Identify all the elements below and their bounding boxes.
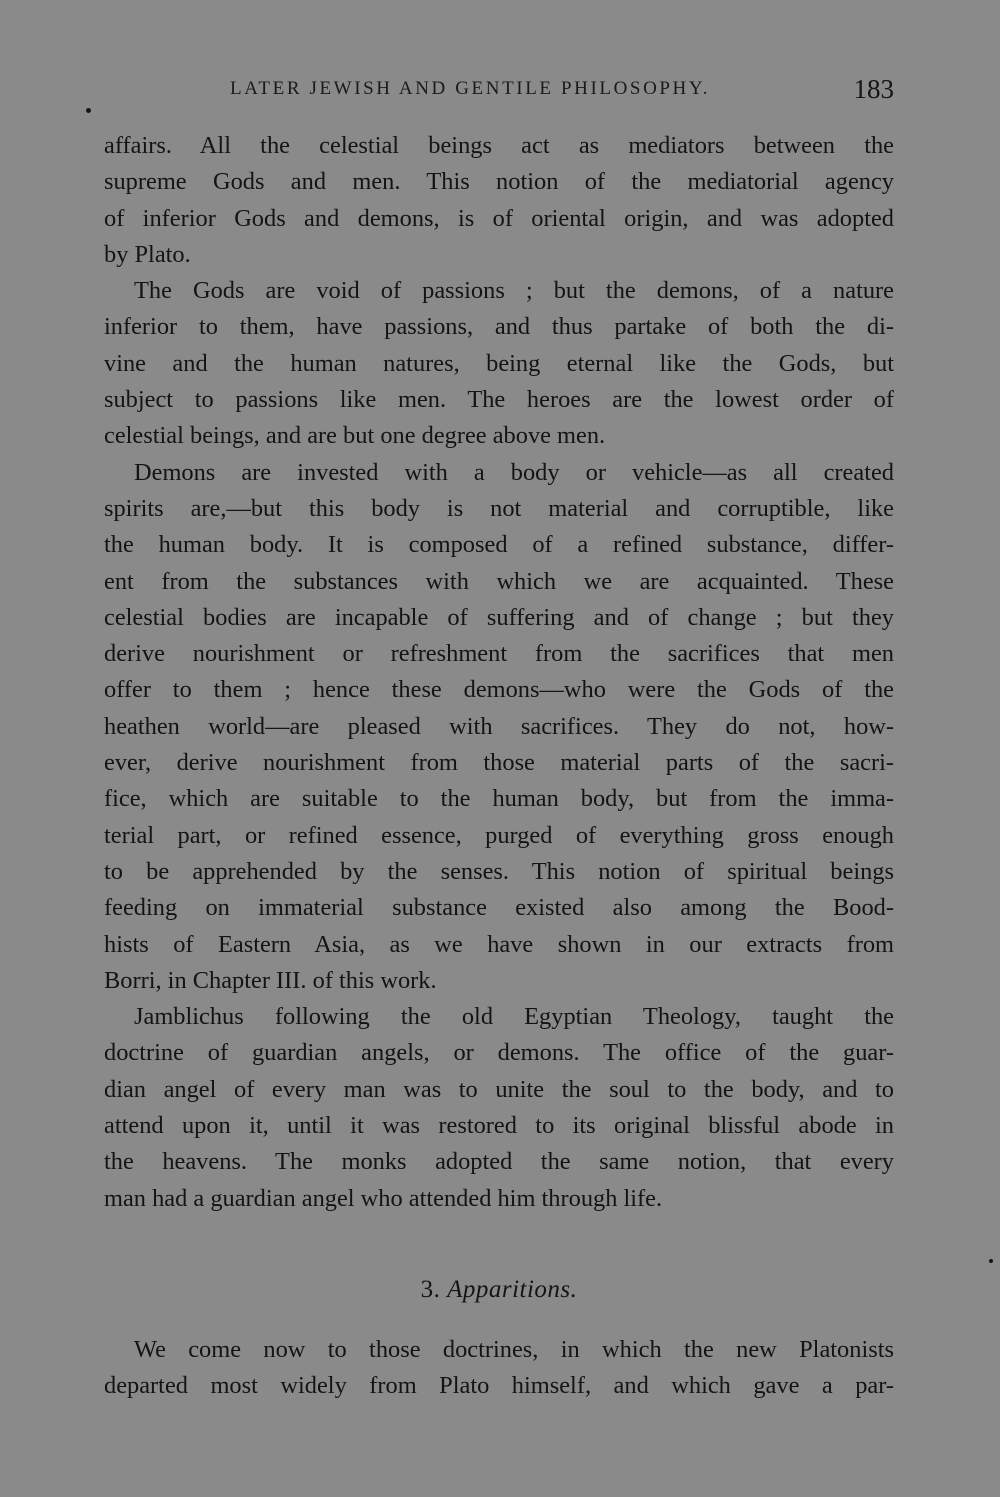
text-line: to be apprehended by the senses. This notion of spiritual beings <box>104 857 894 885</box>
text-line: the human body. It is composed of a refined substance, differ- <box>104 531 894 559</box>
text-line: derive nourishment or refreshment from the sacrifices that men <box>104 640 894 668</box>
paragraph <box>104 128 894 273</box>
text-line: supreme Gods and men. This notion of the mediatorial agency <box>104 168 894 196</box>
text-line: hists of Eastern Asia, as we have shown in our extracts from <box>104 930 894 958</box>
text-line: affairs. All the celestial beings act as mediators between the <box>104 132 894 159</box>
text-line: Demons are invested with a body or vehicle—as all created <box>134 458 894 486</box>
text-line: man had a guardian angel who attended him through life. <box>104 1184 663 1212</box>
text-line: fice, which are suitable to the human body, but from the imma- <box>104 785 894 813</box>
ink-speck <box>86 108 91 113</box>
text-line: vine and the human natures, being eternal like the Gods, but <box>104 349 894 377</box>
paragraph <box>104 1332 894 1405</box>
text-line: ever, derive nourishment from those material parts of the sacri- <box>104 749 894 777</box>
text-line: subject to passions like men. The heroes are the lowest order of <box>104 386 894 414</box>
text-line: spirits are,—but this body is not material and corruptible, like <box>104 494 894 522</box>
text-line: Borri, in Chapter III. of this work. <box>104 966 437 994</box>
text-line: of inferior Gods and demons, is of oriental origin, and was adopted <box>104 204 894 232</box>
text-line: inferior to them, have passions, and thus partake of both the di- <box>104 313 894 341</box>
ink-speck <box>989 1259 993 1263</box>
text-line: heathen world—are pleased with sacrifices. They do not, how- <box>104 712 894 740</box>
running-head: LATER JEWISH AND GENTILE PHILOSOPHY. <box>230 78 711 99</box>
paragraph <box>104 455 894 999</box>
text-line: terial part, or refined essence, purged of everything gross enough <box>104 821 894 849</box>
text-line: by Plato. <box>104 240 191 268</box>
paragraph <box>104 273 894 454</box>
text-line: celestial bodies are incapable of suffering and of change ; but they <box>104 603 894 631</box>
body-text <box>104 128 894 1217</box>
page-number: 183 <box>853 74 894 104</box>
text-line: attend upon it, until it was restored to its original blissful abode in <box>104 1112 894 1140</box>
paragraph <box>104 999 894 1217</box>
page-header <box>100 74 896 108</box>
text-line: the heavens. The monks adopted the same notion, that every <box>104 1148 894 1176</box>
section-heading <box>104 1276 894 1304</box>
section-number: 3. <box>420 1276 441 1303</box>
section-title: Apparitions. <box>447 1276 578 1303</box>
text-line: celestial beings, and are but one degree above men. <box>104 422 606 450</box>
text-line: Jamblichus following the old Egyptian Theology, taught the <box>134 1003 894 1031</box>
text-line: departed most widely from Plato himself, and which gave a par- <box>104 1372 894 1400</box>
text-line: ent from the substances with which we are acquainted. These <box>104 567 894 595</box>
text-line: doctrine of guardian angels, or demons. The office of the guar- <box>104 1039 894 1067</box>
text-line: The Gods are void of passions ; but the demons, of a nature <box>134 277 894 305</box>
text-line: offer to them ; hence these demons—who were the Gods of the <box>104 676 894 704</box>
text-line: dian angel of every man was to unite the soul to the body, and to <box>104 1075 894 1103</box>
body-text-continued <box>104 1332 894 1405</box>
text-line: feeding on immaterial substance existed also among the Bood- <box>104 894 894 922</box>
text-line: We come now to those doctrines, in which the new Platonists <box>134 1336 894 1363</box>
